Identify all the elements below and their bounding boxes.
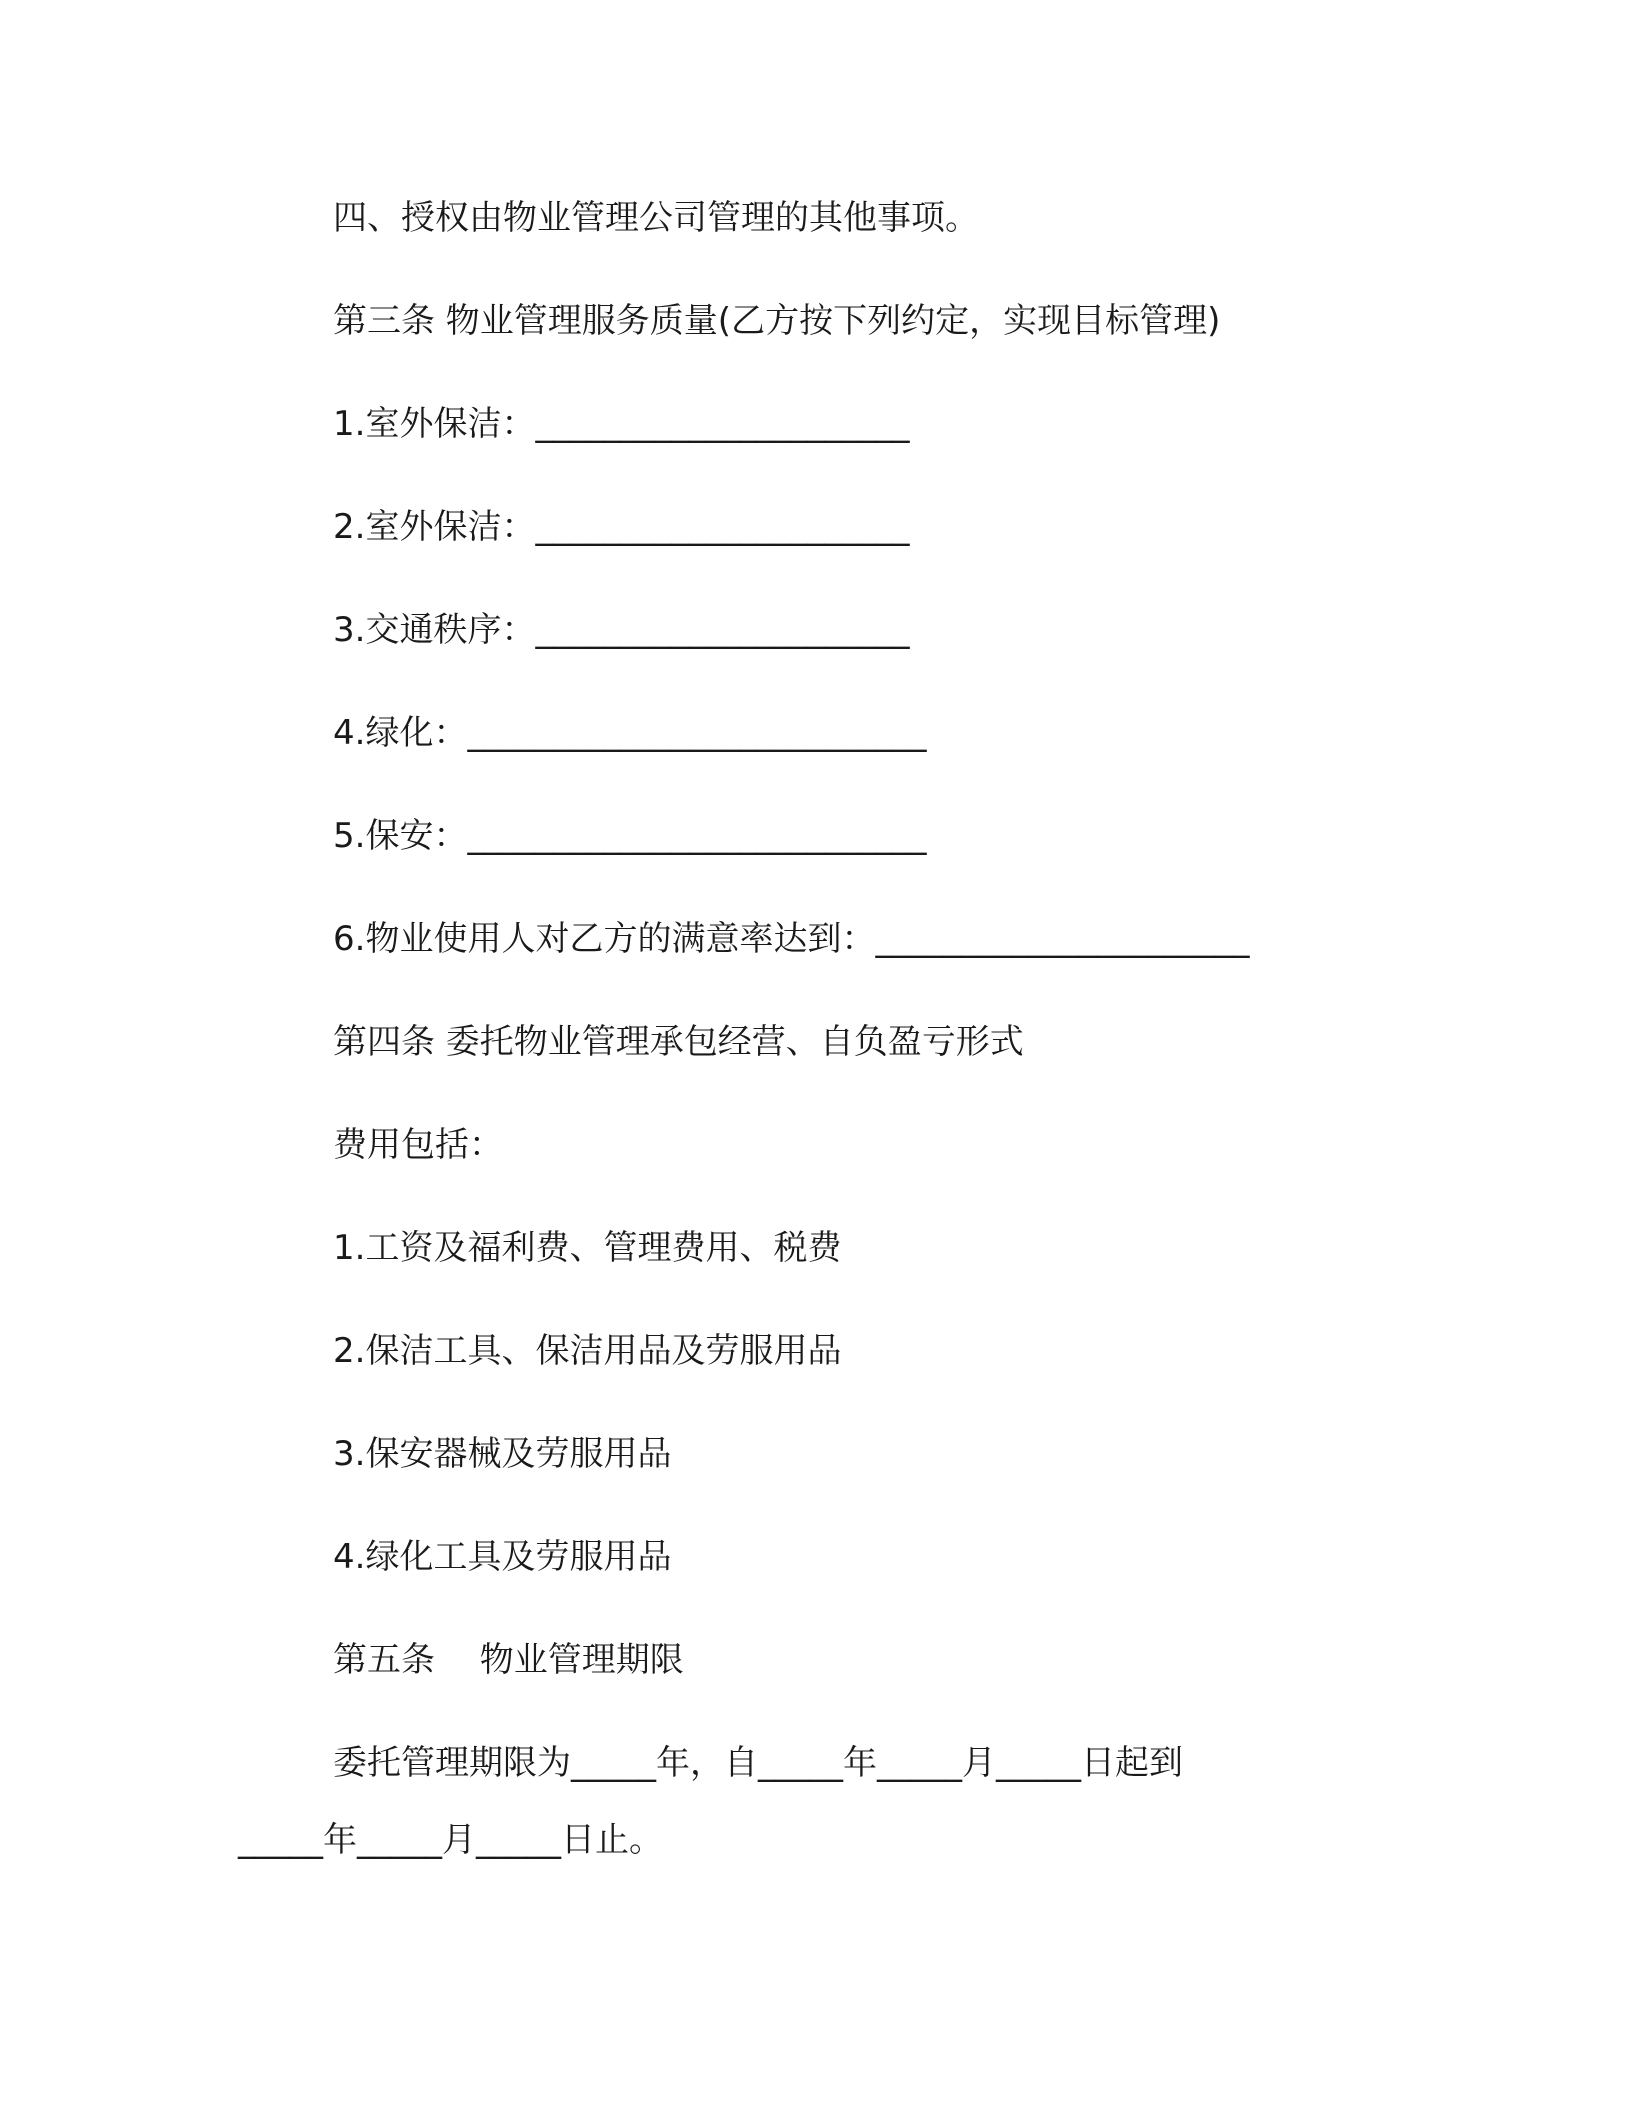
cost-item-3: 3.保安器械及劳服用品 — [333, 1434, 672, 1474]
article-4-heading: 第四条 委托物业管理承包经营、自负盈亏形式 — [333, 1022, 1024, 1062]
cost-item-1: 1.工资及福利费、管理费用、税费 — [333, 1228, 842, 1268]
quality-item-1: 1.室外保洁：______________________ — [333, 404, 910, 444]
clause-item-4: 四、授权由物业管理公司管理的其他事项。 — [333, 198, 979, 238]
article-5-heading: 第五条 物业管理期限 — [333, 1640, 684, 1680]
cost-item-4: 4.绿化工具及劳服用品 — [333, 1537, 672, 1577]
cost-item-2: 2.保洁工具、保洁用品及劳服用品 — [333, 1331, 842, 1371]
article-3-heading: 第三条 物业管理服务质量(乙方按下列约定，实现目标管理) — [333, 301, 1221, 341]
quality-item-3: 3.交通秩序：______________________ — [333, 610, 910, 650]
quality-item-6: 6.物业使用人对乙方的满意率达到：______________________ — [333, 919, 1250, 959]
costs-heading: 费用包括： — [333, 1125, 503, 1165]
quality-item-4: 4.绿化：___________________________ — [333, 713, 927, 753]
quality-item-2: 2.室外保洁：______________________ — [333, 507, 910, 547]
term-sentence-continuation: _____年_____月_____日止。 — [238, 1820, 663, 1860]
term-sentence: 委托管理期限为_____年，自_____年_____月_____日起到 — [333, 1743, 1183, 1783]
quality-item-5: 5.保安：___________________________ — [333, 816, 927, 856]
